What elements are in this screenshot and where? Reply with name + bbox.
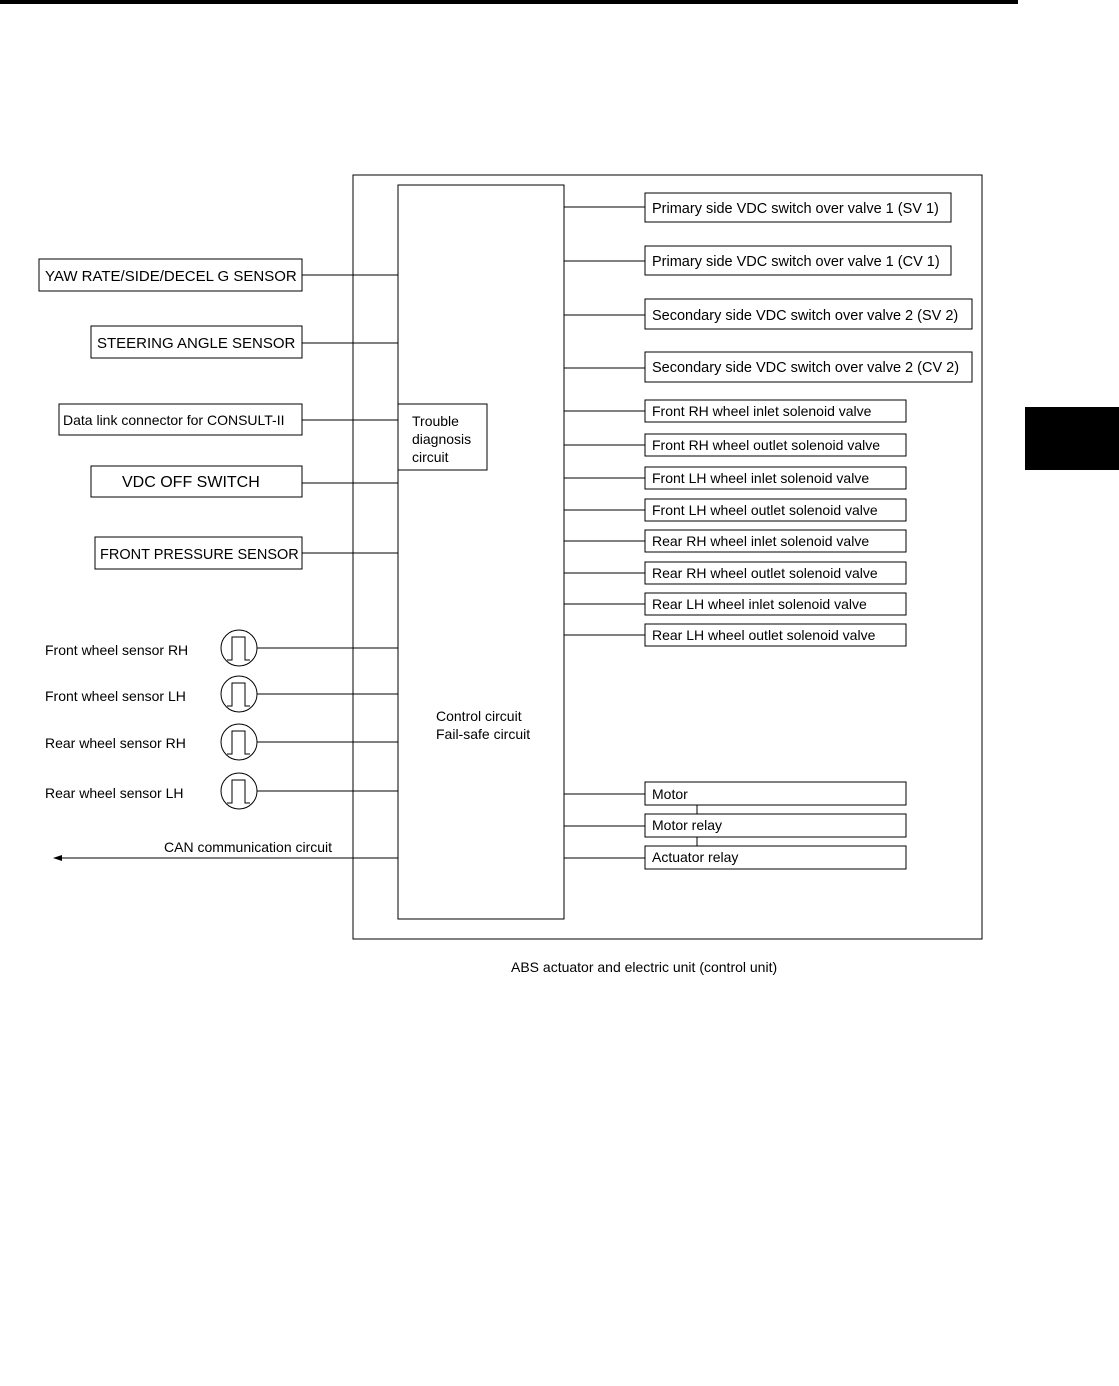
svg-text:Primary side VDC switch over v: Primary side VDC switch over valve 1 (CV 1)	[652, 254, 940, 270]
svg-text:Secondary side VDC switch over: Secondary side VDC switch over valve 2 (CV 2)	[652, 360, 960, 376]
svg-text:Primary side VDC switch over v: Primary side VDC switch over valve 1 (SV 1)	[652, 201, 939, 217]
output-front-lh-inlet	[564, 467, 906, 489]
svg-text:Actuator relay: Actuator relay	[652, 849, 739, 865]
svg-text:Rear LH wheel outlet solenoid: Rear LH wheel outlet solenoid valve	[652, 627, 876, 643]
input-data-link-connector	[59, 404, 398, 435]
output-motor-relay	[564, 814, 906, 837]
svg-text:Rear wheel sensor RH: Rear wheel sensor RH	[45, 735, 186, 751]
svg-text:Front wheel sensor RH: Front wheel sensor RH	[45, 642, 189, 658]
svg-text:Front RH wheel outlet solenoid: Front RH wheel outlet solenoid valve	[652, 437, 881, 453]
output-secondary-cv2	[564, 352, 972, 382]
input-vdc-off-switch	[91, 466, 398, 497]
output-rear-lh-inlet	[564, 593, 906, 615]
output-front-rh-inlet	[564, 400, 906, 422]
output-front-rh-outlet	[564, 434, 906, 456]
arrow-left-icon	[53, 855, 62, 861]
output-rear-rh-inlet	[564, 530, 906, 552]
output-rear-lh-outlet	[564, 624, 906, 646]
can-communication-line	[53, 839, 398, 861]
output-secondary-sv2	[564, 299, 972, 329]
svg-text:Front LH wheel inlet solenoid: Front LH wheel inlet solenoid valve	[652, 470, 870, 486]
pulse-sensor-icon	[221, 724, 257, 760]
svg-text:VDC OFF SWITCH: VDC OFF SWITCH	[122, 474, 260, 491]
svg-text:Front LH wheel outlet solenoid: Front LH wheel outlet solenoid valve	[652, 502, 878, 518]
svg-text:Secondary side VDC switch over: Secondary side VDC switch over valve 2 (SV 2)	[652, 308, 959, 324]
circuit-column	[398, 185, 564, 919]
output-primary-cv1	[564, 246, 951, 275]
svg-text:Data link connector for CONSUL: Data link connector for CONSULT-II	[63, 412, 285, 428]
input-steering-angle-sensor	[91, 326, 398, 358]
svg-text:STEERING ANGLE SENSOR: STEERING ANGLE SENSOR	[97, 335, 296, 352]
wheel-sensor-rear-lh	[45, 773, 398, 809]
section-tab-marker	[1025, 407, 1119, 470]
output-primary-sv1	[564, 193, 951, 222]
pulse-sensor-icon	[221, 773, 257, 809]
wheel-sensor-front-lh	[45, 676, 398, 712]
pulse-sensor-icon	[221, 630, 257, 666]
svg-text:Front wheel sensor LH: Front wheel sensor LH	[45, 688, 186, 704]
wheel-sensor-front-rh	[45, 630, 398, 666]
svg-text:Rear RH wheel outlet solenoid: Rear RH wheel outlet solenoid valve	[652, 565, 878, 581]
svg-text:Rear LH wheel inlet solenoid v: Rear LH wheel inlet solenoid valve	[652, 596, 867, 612]
unit-caption: ABS actuator and electric unit (control unit)	[511, 959, 778, 975]
svg-text:CAN communication circuit: CAN communication circuit	[164, 839, 333, 855]
svg-text:FRONT PRESSURE SENSOR: FRONT PRESSURE SENSOR	[100, 547, 299, 563]
control-circuit-label: Control circuit Fail-safe circuit	[436, 708, 531, 742]
output-actuator-relay	[564, 846, 906, 869]
output-front-lh-outlet	[564, 499, 906, 521]
svg-text:Front RH wheel inlet solenoid: Front RH wheel inlet solenoid valve	[652, 403, 872, 419]
svg-text:Rear RH wheel inlet solenoid v: Rear RH wheel inlet solenoid valve	[652, 533, 870, 549]
wheel-sensor-rear-rh	[45, 724, 398, 760]
input-yaw-rate-sensor	[39, 259, 398, 291]
pulse-sensor-icon	[221, 676, 257, 712]
page-top-rule	[0, 0, 1018, 4]
output-motor	[564, 782, 906, 805]
svg-text:Motor relay: Motor relay	[652, 817, 723, 833]
svg-text:Rear wheel sensor LH: Rear wheel sensor LH	[45, 785, 184, 801]
trouble-diagnosis-label: Trouble diagnosis circuit	[412, 413, 472, 465]
svg-text:Motor: Motor	[652, 786, 688, 802]
output-rear-rh-outlet	[564, 562, 906, 584]
svg-text:YAW RATE/SIDE/DECEL G SENSOR: YAW RATE/SIDE/DECEL G SENSOR	[45, 268, 297, 285]
